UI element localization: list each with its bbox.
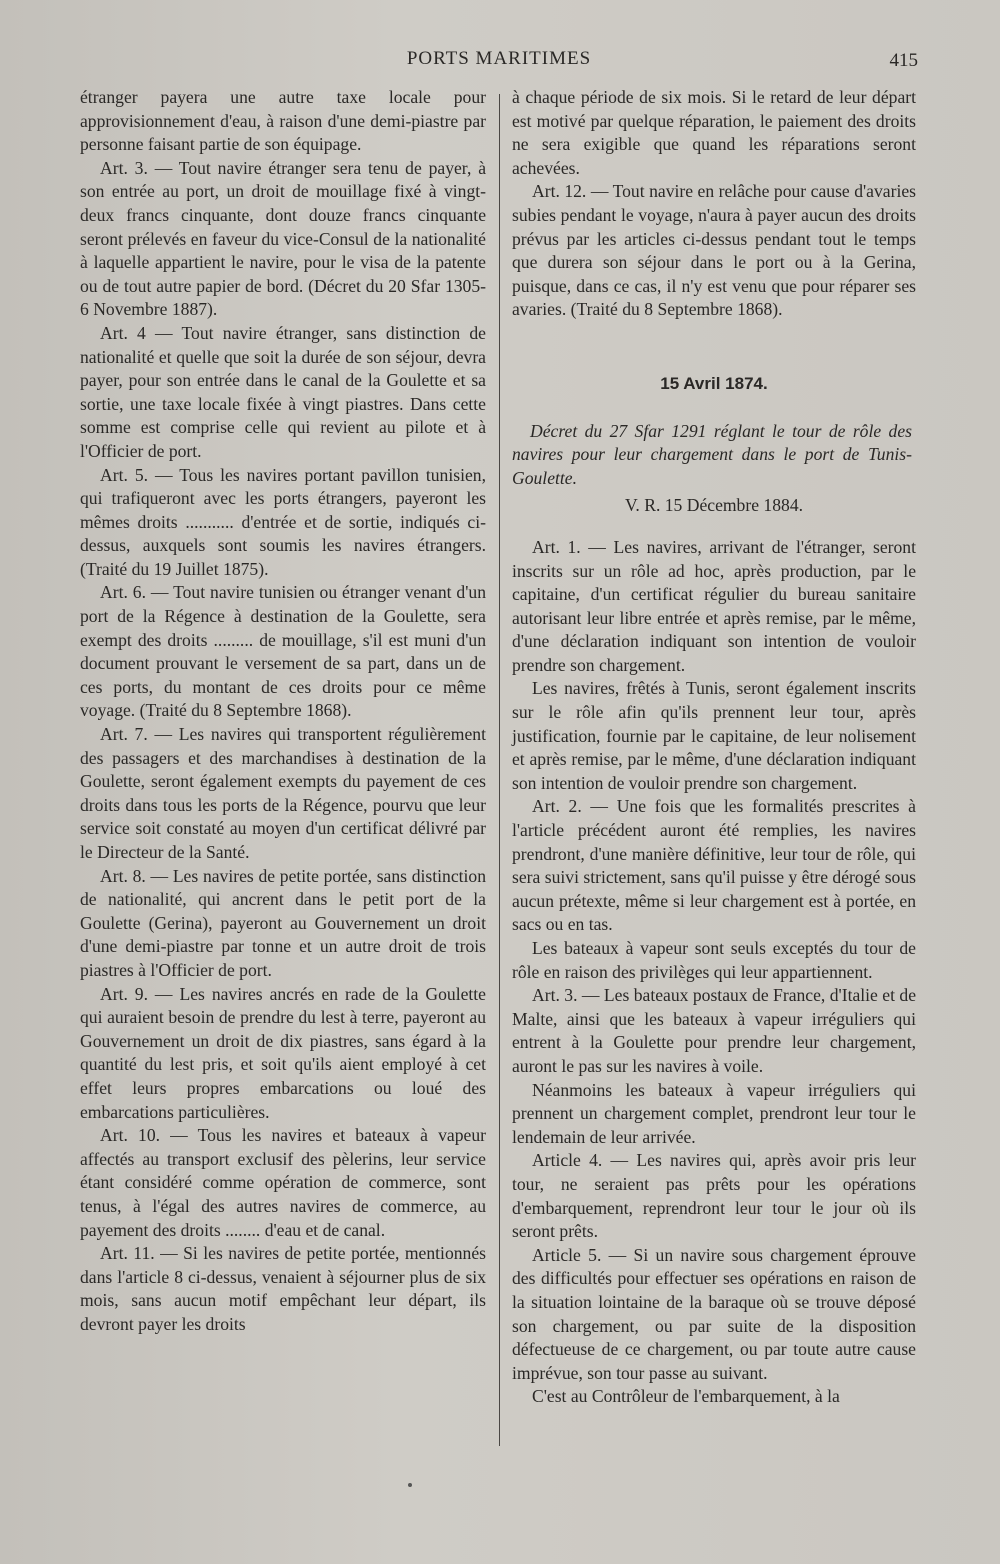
paragraph: Néanmoins les bateaux à vapeur irréguliers qui prennent un chargement complet, prendront leur tour le lendemain de leur arrivée. (512, 1079, 916, 1147)
article-5: Art. 5. — Tous les navires portant pavillon tunisien, qui trafiqueront avec les ports étrangers, payeront les mêmes droits ........... d'entrée et de sortie, indiqués ci-dessus, auxquels sont soumis les navires étrangers. (Traité du 19 Juillet 1875). (80, 464, 486, 579)
column-divider (499, 94, 500, 1446)
paragraph: Les bateaux à vapeur sont seuls exceptés du tour de rôle en raison des privilèges qui leur appartiennent. (512, 938, 916, 982)
article-3: Art. 3. — Tout navire étranger sera tenu de payer, à son entrée au port, un droit de mouillage fixé à vingt-deux francs cinquante, dont douze francs cinquante seront prélevés en faveur du vice-Consul de la nationalité à laquelle appartient le navire, pour le visa de la patente ou de tout autre papier de bord. (Décret du 20 Sfar 1305-6 Novembre 1887). (80, 157, 486, 320)
article-10: Art. 10. — Tous les navires et bateaux à vapeur affectés au transport exclusif des pèlerins, leur service étant considéré comme opération de commerce, sont tenus, à l'égal des autres navires de commerce, au payement des droits ........ d'eau et de canal. (80, 1125, 486, 1240)
article-7: Art. 7. — Les navires qui transportent régulièrement des passagers et des marchandises à destination de la Goulette, seront également exempts du payement de ces droits dans tous les ports de la Régence, pourvu que leur service soit constaté au moyen d'un certificat délivré par le Directeur de la Santé. (80, 724, 486, 862)
article-9: Art. 9. — Les navires ancrés en rade de la Goulette qui auraient besoin de prendre du lest à terre, payeront au Gouvernement un droit de dix piastres, sans égard à la quantité du lest pris, et soit qu'ils aient employé à cet effet leurs propres embarcations ou loué des embarcations particulières. (80, 983, 486, 1122)
left-column (80, 86, 486, 1336)
decree-article-3: Art. 3. — Les bateaux postaux de France, d'Italie et de Malte, ainsi que les bateaux à vapeur irréguliers qui entrent à la Goulette pour prendre leur chargement, auront le pas sur les navires à voile. (512, 985, 916, 1076)
decree-article-2: Art. 2. — Une fois que les formalités prescrites à l'article précédent auront été remplies, les navires prendront, d'une manière définitive, leur tour de rôle, qui sera suivi strictement, sans qu'il puisse y être dérogé sous aucun prétexte, même si leur chargement est à portée, en sacs ou en tas. (512, 796, 916, 935)
section-date-title: 15 Avril 1874. (660, 373, 768, 393)
paragraph: Les navires, frêtés à Tunis, seront également inscrits sur le rôle afin qu'ils prennent leur tour, après justification, fournie par le capitaine, de leur nolisement et après remise, par le même, d'une déclaration indiquant son intention de vouloir prendre son chargement. (512, 678, 916, 793)
page-number: 415 (889, 50, 918, 71)
page-header (80, 48, 918, 78)
paragraph: C'est au Contrôleur de l'embarquement, à la (532, 1386, 840, 1407)
decree-article-1: Art. 1. — Les navires, arrivant de l'étranger, seront inscrits sur un rôle ad hoc, après production, par le capitaine, d'un certificat régulier du bureau sanitaire autorisant leur libre entrée et après remise, par le même, d'une déclaration indiquant son intention de vouloir prendre son chargement. (512, 536, 916, 675)
ink-speck (408, 1483, 412, 1487)
article-8: Art. 8. — Les navires de petite portée, sans distinction de nationalité, qui ancrent dans le petit port de la Goulette (Gerina), payeront au Gouvernement un droit d'une demi-piastre par tonne et un autre droit de trois piastres à l'Officier de port. (80, 865, 486, 980)
right-column (512, 86, 916, 1409)
article-12: Art. 12. — Tout navire en relâche pour cause d'avaries subies pendant le voyage, n'aura à payer aucun des droits prévus par les articles ci-dessus pendant tout le temps que durera son séjour dans le port ou à la Gerina, puisque, dans ce cas, il n'y est venu que pour réparer ses avaries. (Traité du 8 Septembre 1868). (512, 181, 916, 320)
decree-title: Décret du 27 Sfar 1291 réglant le tour de rôle des navires pour leur chargement dans le port de Tunis-Goulette. (512, 420, 912, 488)
decree-reference: V. R. 15 Décembre 1884. (624, 495, 804, 516)
decree-article-5: Article 5. — Si un navire sous chargement éprouve des difficultés pour effectuer ses opérations en raison de la situation lointaine de la baraque où se trouve déposé son chargement, ou par suite de la disposition défectueuse de ce chargement, ou par toute autre cause imprévue, son tour passe au suivant. (512, 1244, 916, 1383)
paragraph: étranger payera une autre taxe locale pour approvisionnement d'eau, à raison d'une demi-piastre par personne faisant partie de son équipage. (80, 87, 486, 155)
paragraph: à chaque période de six mois. Si le retard de leur départ est motivé par quelque réparation, le paiement des droits ne sera exigible que quand les réparations seront achevées. (512, 87, 916, 178)
article-11: Art. 11. — Si les navires de petite portée, mentionnés dans l'article 8 ci-dessus, venaient à séjourner plus de six mois, sans aucun motif empêchant leur départ, ils devront payer les droits (80, 1243, 486, 1334)
decree-article-4: Article 4. — Les navires qui, après avoir pris leur tour, ne seraient pas prêts pour les opérations d'embarquement, reprendront leur tour le jour où ils seront prêts. (512, 1150, 916, 1242)
running-title: PORTS MARITIMES (406, 48, 592, 69)
article-4: Art. 4 — Tout navire étranger, sans distinction de nationalité et quelle que soit la durée de son séjour, devra payer, pour son entrée dans le canal de la Goulette et sa sortie, une taxe locale fixée à vingt piastres. Dans cette somme est comprise celle qui revient au pilote et à l'Officier de port. (80, 322, 486, 461)
article-6: Art. 6. — Tout navire tunisien ou étranger venant d'un port de la Régence à destination de la Goulette, sera exempt des droits ......... de mouillage, s'il est muni d'un document prouvant le versement de sa part, dans un de ces ports, du montant de ces droits pour ce même voyage. (Traité du 8 Septembre 1868). (80, 582, 486, 721)
